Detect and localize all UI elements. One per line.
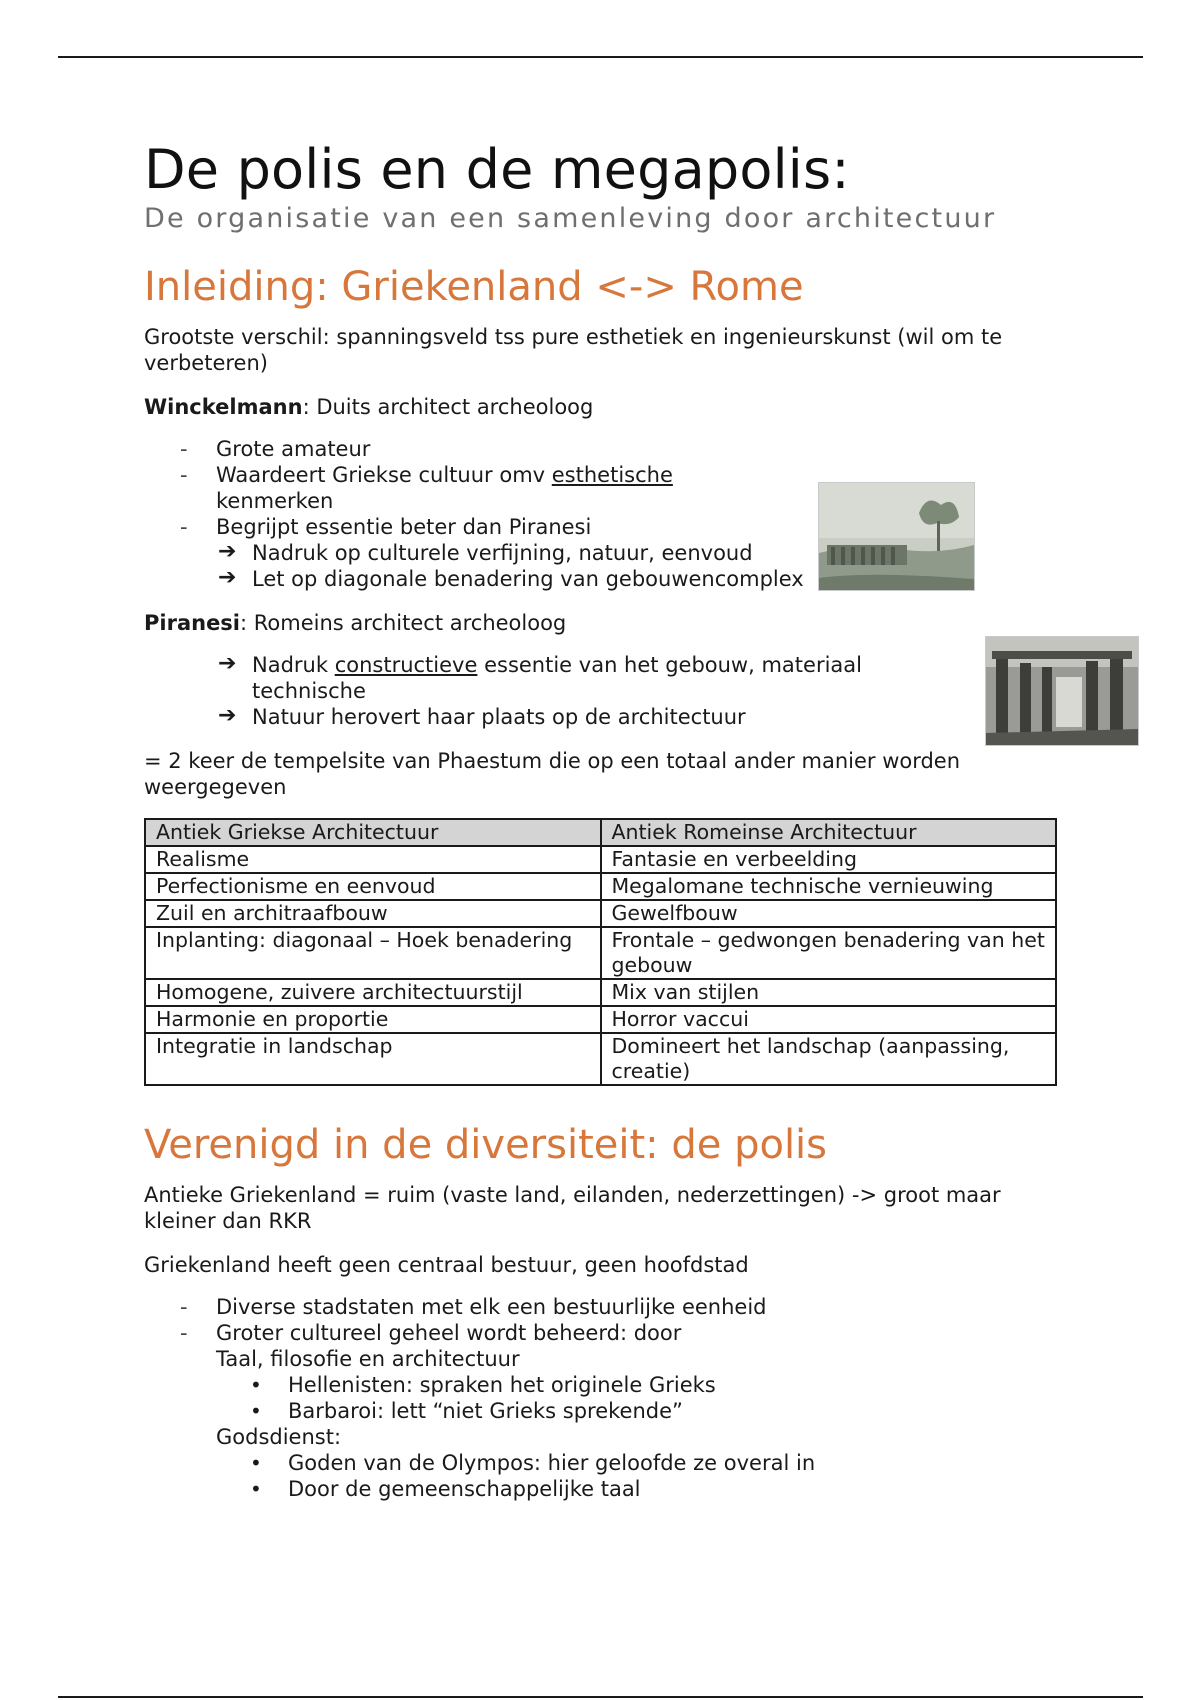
table-row xyxy=(145,873,1056,900)
underlined-term: esthetische xyxy=(551,463,673,487)
arrow-item-text: Nadruk op culturele verfijning, natuur, eenvoud xyxy=(252,541,753,565)
winckelmann-name: Winckelmann xyxy=(144,395,303,419)
table-cell: Homogene, zuivere architectuurstijl xyxy=(145,979,601,1006)
piranesi-list xyxy=(144,652,1064,730)
dash-marker: - xyxy=(180,463,188,487)
arrow-item xyxy=(144,566,1064,592)
dash-marker: - xyxy=(180,437,188,461)
table-cell: Frontale – gedwongen benadering van het gebouw xyxy=(601,927,1057,979)
bullet-item-text: Barbaroi: lett “niet Grieks sprekende” xyxy=(288,1399,683,1423)
bullet-item-text: Hellenisten: spraken het originele Grieks xyxy=(288,1373,716,1397)
bullet-item xyxy=(144,1476,1064,1502)
piranesi-line xyxy=(144,610,1064,636)
dash-marker: - xyxy=(180,1295,188,1319)
bottom-rule xyxy=(58,1696,1143,1698)
bullet-item xyxy=(144,1398,1064,1424)
table-header-cell: Antiek Griekse Architectuur xyxy=(145,819,601,846)
list-item-text: Diverse stadstaten met elk een bestuurlijke eenheid xyxy=(216,1295,767,1319)
table-cell: Zuil en architraafbouw xyxy=(145,900,601,927)
winckelmann-desc: : Duits architect archeoloog xyxy=(302,395,594,419)
arrow-icon: ➔ xyxy=(218,539,237,564)
bullet-item xyxy=(144,1372,1064,1398)
table-cell: Harmonie en proportie xyxy=(145,1006,601,1033)
polis-list xyxy=(144,1294,1064,1502)
comparison-table xyxy=(144,818,1057,1086)
arrow-item xyxy=(144,704,1064,730)
arrow-item-text: Natuur herovert haar plaats op de architectuur xyxy=(252,705,746,729)
bullet-item-text: Door de gemeenschappelijke taal xyxy=(288,1477,641,1501)
list-item-text: Grote amateur xyxy=(216,437,371,461)
table-row xyxy=(145,1006,1056,1033)
summary-paragraph: = 2 keer de tempelsite van Phaestum die op een totaal ander manier worden weergegeven xyxy=(144,749,961,799)
table-row xyxy=(145,846,1056,873)
arrow-item xyxy=(144,540,1064,566)
table-cell: Integratie in landschap xyxy=(145,1033,601,1085)
top-rule xyxy=(58,56,1143,58)
table-cell: Fantasie en verbeelding xyxy=(601,846,1057,873)
section-heading-inleiding: Inleiding: Griekenland <-> Rome xyxy=(144,264,804,310)
list-item xyxy=(144,462,1064,488)
table-row xyxy=(145,979,1056,1006)
table-cell: Horror vaccui xyxy=(601,1006,1057,1033)
table-header-cell: Antiek Romeinse Architectuur xyxy=(601,819,1057,846)
table-cell: Gewelfbouw xyxy=(601,900,1057,927)
list-item xyxy=(144,1320,1064,1346)
list-subheading: Godsdienst: xyxy=(216,1425,342,1449)
table-cell: Megalomane technische vernieuwing xyxy=(601,873,1057,900)
piranesi-name: Piranesi xyxy=(144,611,241,635)
winckelmann-list xyxy=(144,436,1064,592)
arrow-icon: ➔ xyxy=(218,565,237,590)
arrow-icon: ➔ xyxy=(218,703,237,728)
winckelmann-line xyxy=(144,394,1064,420)
table-cell: Realisme xyxy=(145,846,601,873)
arrow-item-text: Nadruk xyxy=(252,653,335,677)
section-heading-polis: Verenigd in de diversiteit: de polis xyxy=(144,1122,828,1168)
arrow-item-text: essentie van het gebouw, materiaal xyxy=(477,653,862,677)
polis-paragraph-1: Antieke Griekenland = ruim (vaste land, eilanden, nederzettingen) -> groot maar kleiner dan RKR xyxy=(144,1183,1001,1233)
bullet-marker: • xyxy=(250,1451,262,1475)
list-item-text: Waardeert Griekse cultuur omv xyxy=(216,463,552,487)
arrow-item-text: technische xyxy=(252,679,366,703)
list-item xyxy=(144,514,1064,540)
table-row xyxy=(145,900,1056,927)
table-row xyxy=(145,1033,1056,1085)
list-item-text: Groter cultureel geheel wordt beheerd: door xyxy=(216,1321,682,1345)
document-content xyxy=(144,138,1064,1502)
bullet-item-text: Goden van de Olympos: hier geloofde ze overal in xyxy=(288,1451,816,1475)
list-subheading: Taal, filosofie en architectuur xyxy=(216,1347,520,1371)
dash-marker: - xyxy=(180,515,188,539)
table-header-row xyxy=(145,819,1056,846)
list-item-text: Begrijpt essentie beter dan Piranesi xyxy=(216,515,592,539)
list-item xyxy=(144,1294,1064,1320)
list-item-continuation: kenmerken xyxy=(216,489,334,513)
intro-paragraph: Grootste verschil: spanningsveld tss pure esthetiek en ingenieurskunst (wil om te verbeteren) xyxy=(144,325,1003,375)
page-title: De polis en de megapolis: xyxy=(144,138,850,201)
list-item xyxy=(144,436,1064,462)
polis-paragraph-2: Griekenland heeft geen centraal bestuur, geen hoofdstad xyxy=(144,1253,749,1277)
bullet-marker: • xyxy=(250,1399,262,1423)
table-cell: Inplanting: diagonaal – Hoek benadering xyxy=(145,927,601,979)
table-cell: Domineert het landschap (aanpassing, creatie) xyxy=(601,1033,1057,1085)
table-row xyxy=(145,927,1056,979)
arrow-item-continuation xyxy=(144,678,1064,704)
underlined-term: constructieve xyxy=(334,653,478,677)
dash-marker: - xyxy=(180,1321,188,1345)
piranesi-desc: : Romeins architect archeoloog xyxy=(240,611,567,635)
arrow-icon: ➔ xyxy=(218,651,237,676)
page-subtitle: De organisatie van een samenleving door architectuur xyxy=(144,203,997,234)
bullet-marker: • xyxy=(250,1477,262,1501)
bullet-item xyxy=(144,1450,1064,1476)
arrow-item xyxy=(144,652,1064,678)
table-cell: Mix van stijlen xyxy=(601,979,1057,1006)
table-cell: Perfectionisme en eenvoud xyxy=(145,873,601,900)
bullet-marker: • xyxy=(250,1373,262,1397)
arrow-item-text: Let op diagonale benadering van gebouwencomplex xyxy=(252,567,804,591)
